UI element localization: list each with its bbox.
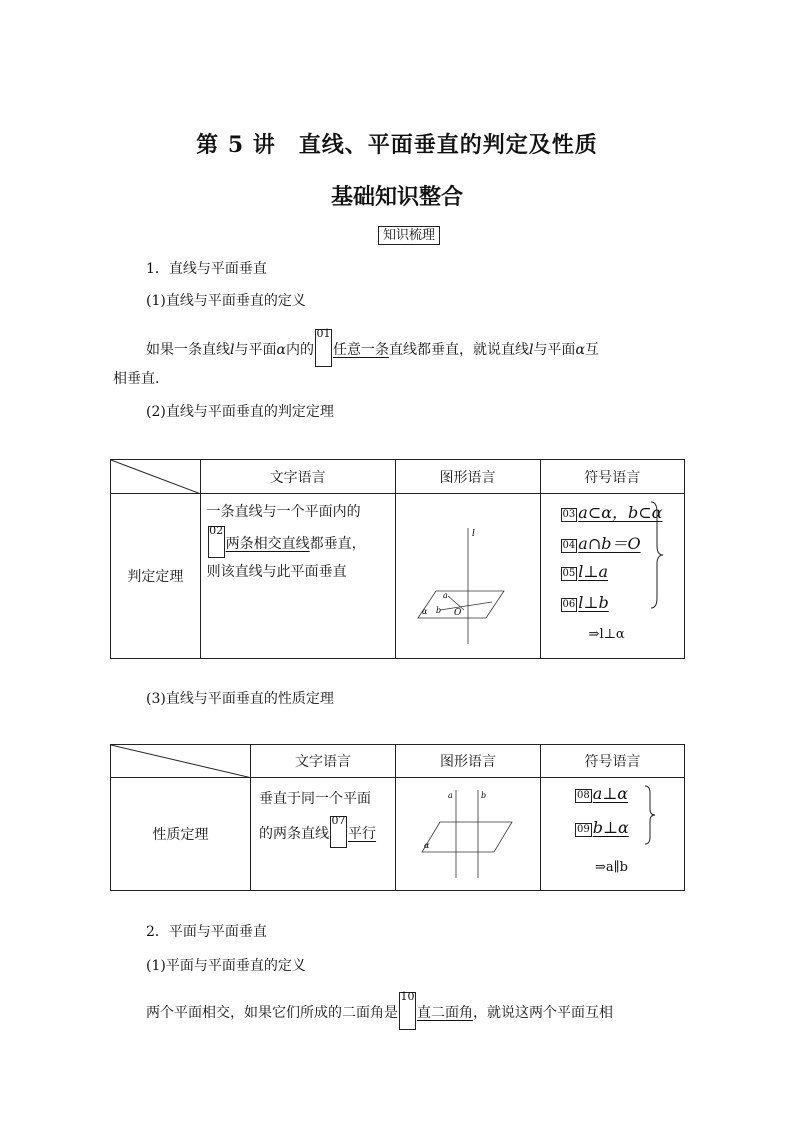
header-text: 文字语言 <box>200 460 395 494</box>
fig-label-alpha: α <box>423 841 430 850</box>
heading-1: 1．直线与平面垂直 <box>146 261 267 277</box>
fig-label-a: a <box>442 591 448 600</box>
knowledge-tag: 知识梳理 <box>378 226 440 245</box>
symbol-cell <box>540 494 684 659</box>
subheading-1-3: (3)直线与平面垂直的性质定理 <box>146 691 334 707</box>
answer-01: 任意一条 <box>332 342 389 358</box>
brace-icon <box>643 784 657 846</box>
parallel-lines-figure <box>396 778 540 886</box>
symbol-09: 09 b⊥α <box>576 818 629 837</box>
answer-07: 平行 <box>348 826 377 842</box>
row-label: 判定定理 <box>111 494 201 659</box>
header-figure: 图形语言 <box>395 745 540 778</box>
header-symbol: 符号语言 <box>540 460 684 494</box>
plane-definition-paragraph: 两个平面相交，如果它们所成的二面角是 10 直二面角，就说这两个平面互相 <box>146 992 613 1030</box>
fig-label-b: b <box>480 791 487 800</box>
answer-blank-01[interactable]: 01 <box>315 329 332 367</box>
subheading-2-1: (1)平面与平面垂直的定义 <box>146 958 306 974</box>
page-title: 第 5 讲 直线、平面垂直的判定及性质 <box>196 132 598 158</box>
symbol-cell <box>540 778 684 891</box>
row-label: 性质定理 <box>111 778 251 891</box>
text-language-cell: 垂直于同一个平面 的两条直线 07 平行 <box>251 778 396 891</box>
answer-10: 直二面角 <box>417 1005 473 1021</box>
answer-blank-07[interactable]: 07 <box>330 816 347 848</box>
fig-label-b: b <box>435 606 441 615</box>
property-table <box>110 744 685 891</box>
answer-blank-10[interactable]: 10 <box>399 992 416 1030</box>
symbol-06: 06 l⊥b <box>562 593 609 612</box>
fig-label-l: l <box>471 529 475 539</box>
determination-table <box>110 459 685 659</box>
definition-paragraph: 如果一条直线l与平面α内的 01 任意一条直线都垂直，就说直线l与平面α互 <box>146 329 599 367</box>
fig-label-a: a <box>447 791 453 800</box>
perpendicular-line-plane-figure <box>396 494 540 654</box>
definition-line-2: 相垂直． <box>113 371 169 387</box>
symbol-05: 05 l⊥a <box>562 562 608 581</box>
fig-label-o: O <box>453 608 461 618</box>
table-corner <box>111 745 251 778</box>
header-text: 文字语言 <box>251 745 396 778</box>
symbol-08: 08 a⊥α <box>576 784 629 803</box>
symbol-04: 04 a∩b＝O <box>562 534 641 553</box>
conclusion: ⇒a∥b <box>594 860 628 875</box>
brace-icon <box>649 500 665 610</box>
subheading-1-1: (1)直线与平面垂直的定义 <box>146 293 306 309</box>
answer-blank-02[interactable]: 02 <box>208 526 225 558</box>
conclusion: ⇒l⊥α <box>588 627 625 642</box>
heading-2: 2．平面与平面垂直 <box>146 924 267 940</box>
fig-label-alpha: α <box>421 607 427 616</box>
table-corner <box>111 460 201 494</box>
figure-cell <box>395 778 540 891</box>
answer-02: 两条相交直线 <box>225 536 310 552</box>
header-symbol: 符号语言 <box>540 745 684 778</box>
subheading-1-2: (2)直线与平面垂直的判定定理 <box>146 404 334 420</box>
text-language-cell: 一条直线与一个平面内的 02 两条相交直线都垂直， 则该直线与此平面垂直 <box>200 494 395 659</box>
section-title: 基础知识整合 <box>330 184 463 210</box>
figure-cell <box>395 494 540 659</box>
header-figure: 图形语言 <box>395 460 540 494</box>
symbol-03: 03 a⊂α，b⊂α <box>562 503 663 522</box>
